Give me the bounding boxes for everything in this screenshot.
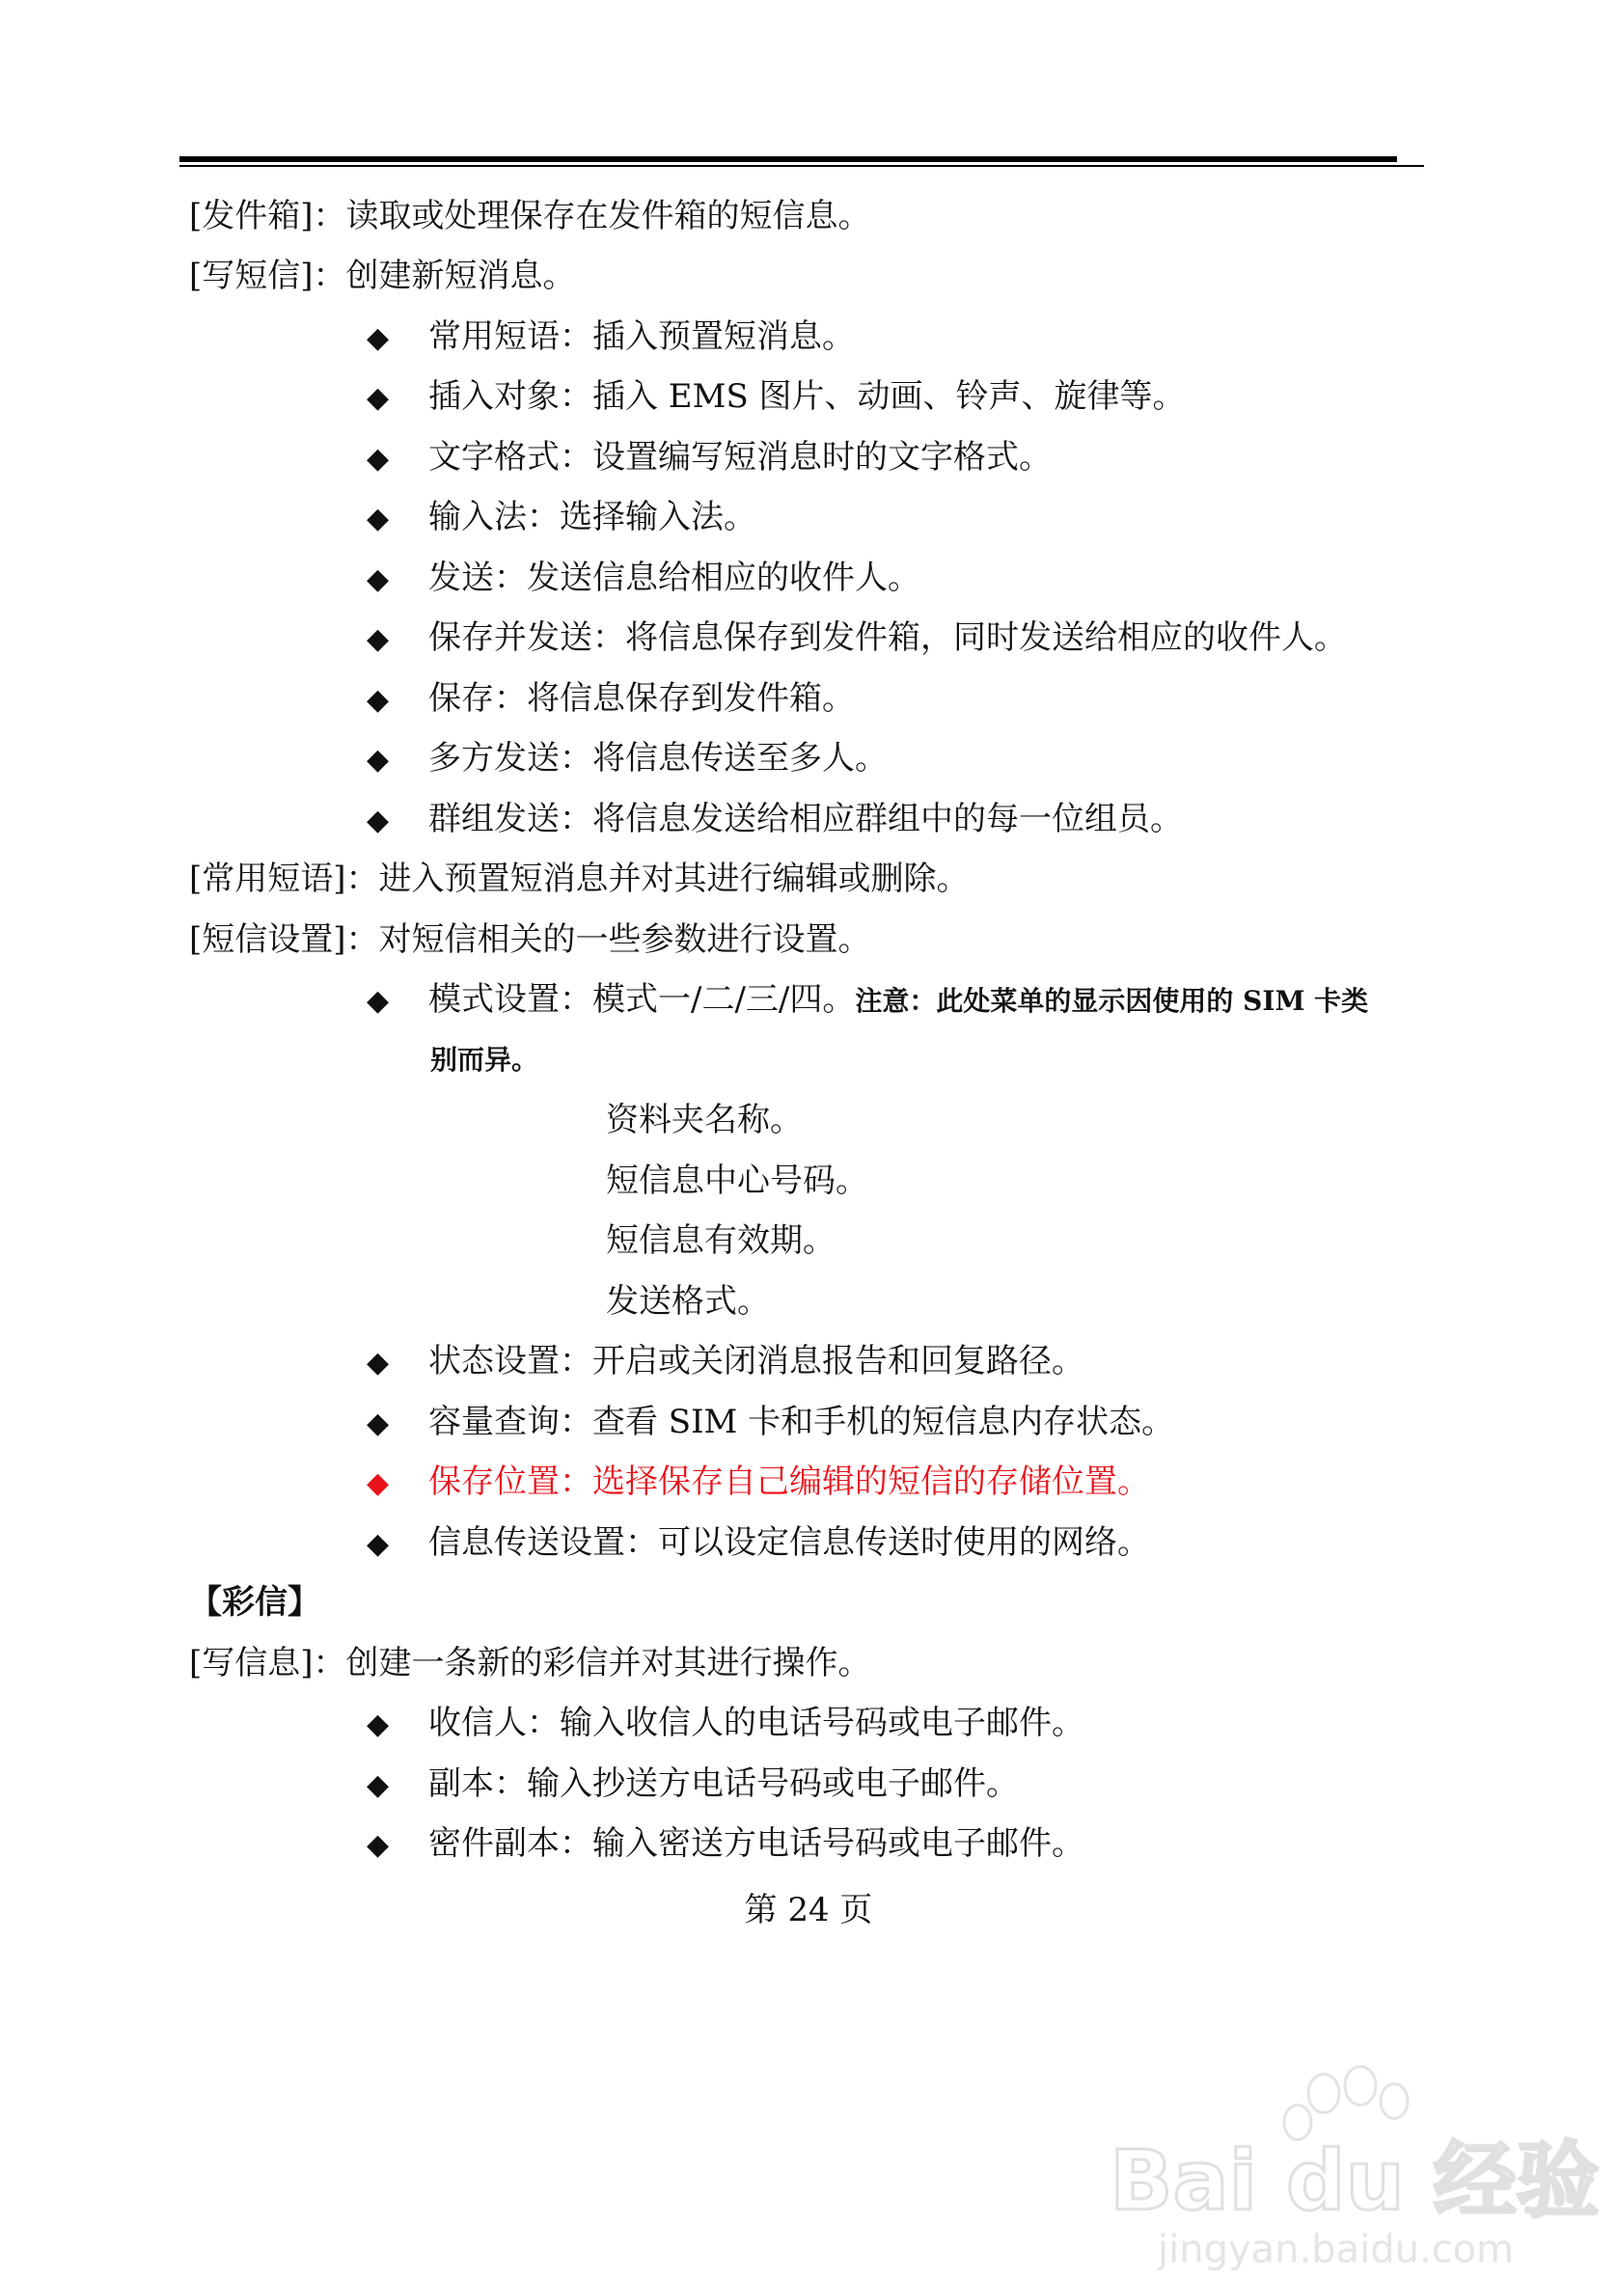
watermark-url: jingyan.baidu.com [1158, 2228, 1515, 2272]
section-heading-mms: 【彩信】 [189, 1583, 320, 1622]
outbox-line: [发件箱]：读取或处理保存在发件箱的短信息。 [189, 197, 871, 235]
diamond-bullet-icon: ◆ [367, 1346, 390, 1380]
diamond-bullet-icon: ◆ [367, 683, 390, 717]
list-item: ◆ 模式设置：模式一/二/三/四。注意：此处菜单的显示因使用的 SIM 卡类 [367, 980, 1369, 1019]
header-rule [179, 156, 1397, 162]
diamond-bullet-icon: ◆ [367, 1407, 390, 1440]
diamond-bullet-icon: ◆ [367, 381, 390, 415]
list-item: ◆ 副本：输入抄送方电话号码或电子邮件。 [367, 1764, 1019, 1803]
diamond-bullet-icon: ◆ [367, 1828, 390, 1862]
header-rule-thin [179, 165, 1424, 167]
diamond-bullet-icon: ◆ [367, 502, 390, 535]
list-item: ◆ 输入法：选择输入法。 [367, 498, 756, 536]
sms-settings-line: [短信设置]：对短信相关的一些参数进行设置。 [189, 920, 871, 959]
paw-icon [1284, 2066, 1408, 2140]
list-item: ◆ 保存：将信息保存到发件箱。 [367, 679, 855, 718]
list-item: ◆ 收信人：输入收信人的电话号码或电子邮件。 [367, 1704, 1084, 1742]
diamond-bullet-icon: ◆ [367, 804, 390, 837]
diamond-bullet-icon: ◆ [367, 743, 390, 777]
sub-item: 发送格式。 [606, 1282, 770, 1321]
diamond-bullet-icon: ◆ [367, 1527, 390, 1561]
write-sms-line: [写短信]：创建新短消息。 [189, 257, 576, 295]
diamond-bullet-icon: ◆ [367, 562, 390, 596]
list-item: ◆ 信息传送设置：可以设定信息传送时使用的网络。 [367, 1523, 1150, 1562]
list-item: ◆ 文字格式：设置编写短消息时的文字格式。 [367, 438, 1052, 477]
list-item: ◆ 插入对象：插入 EMS 图片、动画、铃声、旋律等。 [367, 377, 1186, 416]
list-item: ◆ 发送：发送信息给相应的收件人。 [367, 559, 920, 597]
list-item: ◆ 常用短语：插入预置短消息。 [367, 317, 855, 356]
sub-item: 短信息中心号码。 [606, 1162, 868, 1200]
common-phrases-line: [常用短语]：进入预置短消息并对其进行编辑或删除。 [189, 860, 970, 898]
list-item: ◆ 多方发送：将信息传送至多人。 [367, 739, 888, 778]
list-item: ◆ 状态设置：开启或关闭消息报告和回复路径。 [367, 1342, 1084, 1380]
diamond-bullet-icon: ◆ [367, 984, 390, 1018]
list-item: ◆ 保存并发送：将信息保存到发件箱，同时发送给相应的收件人。 [367, 618, 1347, 657]
diamond-bullet-icon: ◆ [367, 442, 390, 476]
diamond-bullet-icon: ◆ [367, 1708, 390, 1741]
sub-item: 资料夹名称。 [606, 1101, 803, 1139]
write-mms-line: [写信息]：创建一条新的彩信并对其进行操作。 [189, 1644, 871, 1682]
diamond-bullet-icon: ◆ [367, 321, 390, 355]
diamond-bullet-icon: ◆ [367, 1768, 390, 1802]
page-number: 第 24 页 [744, 1891, 873, 1929]
list-item: ◆ 密件副本：输入密送方电话号码或电子邮件。 [367, 1824, 1084, 1863]
list-item: ◆ 容量查询：查看 SIM 卡和手机的短信息内存状态。 [367, 1403, 1175, 1441]
baidu-watermark-logo [1100, 2055, 1600, 2277]
list-item-highlighted: ◆ 保存位置：选择保存自己编辑的短信的存储位置。 [367, 1462, 1150, 1501]
list-item: ◆ 群组发送：将信息发送给相应群组中的每一位组员。 [367, 800, 1183, 838]
note-text: 注意：此处菜单的显示因使用的 SIM 卡类 [855, 985, 1369, 1017]
watermark-brand: Bai du 经验 [1110, 2133, 1600, 2229]
diamond-bullet-icon: ◆ [367, 622, 390, 656]
diamond-bullet-icon: ◆ [367, 1466, 390, 1500]
note-text-continued: 别而异。 [430, 1044, 539, 1076]
sub-item: 短信息有效期。 [606, 1221, 836, 1260]
